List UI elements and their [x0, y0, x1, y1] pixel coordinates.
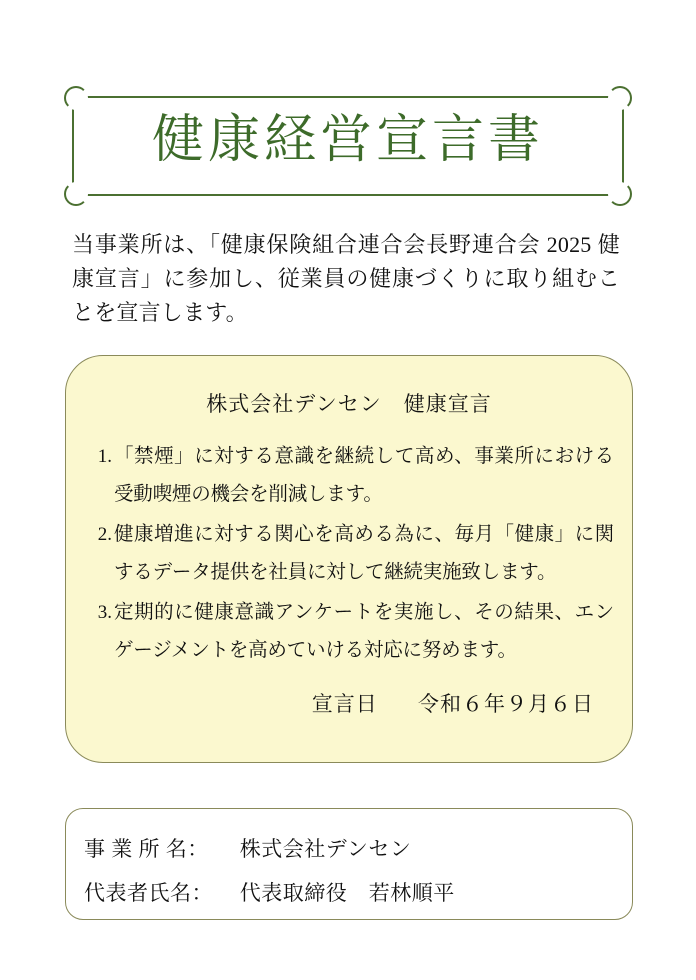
title-banner — [62, 92, 634, 200]
office-name-row — [84, 833, 411, 863]
list-item-number: 2. — [97, 524, 112, 545]
representative-value: 代表取締役 若林順平 — [239, 881, 455, 905]
list-item-text: 健康増進に対する関心を高める為に、毎月「健康」に関するデータ提供を社員に対して継続実施致します。 — [114, 524, 614, 583]
declaration-date-label: 宣言日 — [311, 692, 378, 716]
declaration-heading: 株式会社デンセン 健康宣言 — [206, 392, 492, 416]
representative-row — [84, 877, 455, 907]
list-item — [82, 594, 614, 670]
office-name-value: 株式会社デンセン — [239, 837, 412, 861]
scroll-curl-icon — [608, 182, 632, 206]
page-title: 健康経営宣言書 — [151, 112, 544, 169]
list-item-number: 1. — [97, 446, 112, 467]
list-item — [82, 438, 614, 514]
list-item-number: 3. — [97, 602, 112, 623]
representative-label: 代表者氏名： — [84, 881, 213, 905]
declaration-date-value: 令和６年９月６日 — [418, 692, 594, 716]
office-name-label: 事 業 所 名： — [84, 837, 209, 861]
declaration-box — [65, 355, 633, 763]
list-item-text: 定期的に健康意識アンケートを実施し、その結果、エンゲージメントを高めていける対応に努めます。 — [114, 602, 614, 661]
signature-box — [65, 808, 633, 920]
scroll-curl-icon — [64, 182, 88, 206]
declaration-date — [312, 688, 594, 718]
banner-top-rule — [70, 96, 626, 98]
list-item-text: 「禁煙」に対する意識を継続して高め、事業所における受動喫煙の機会を削減します。 — [114, 446, 614, 505]
banner-bottom-rule — [70, 194, 626, 196]
declaration-list — [82, 438, 614, 672]
list-item — [82, 516, 614, 592]
intro-paragraph: 当事業所は、「健康保険組合連合会長野連合会 2025 健康宣言」に参加し、従業員の健康づくりに取り組むことを宣言します。 — [72, 232, 620, 325]
